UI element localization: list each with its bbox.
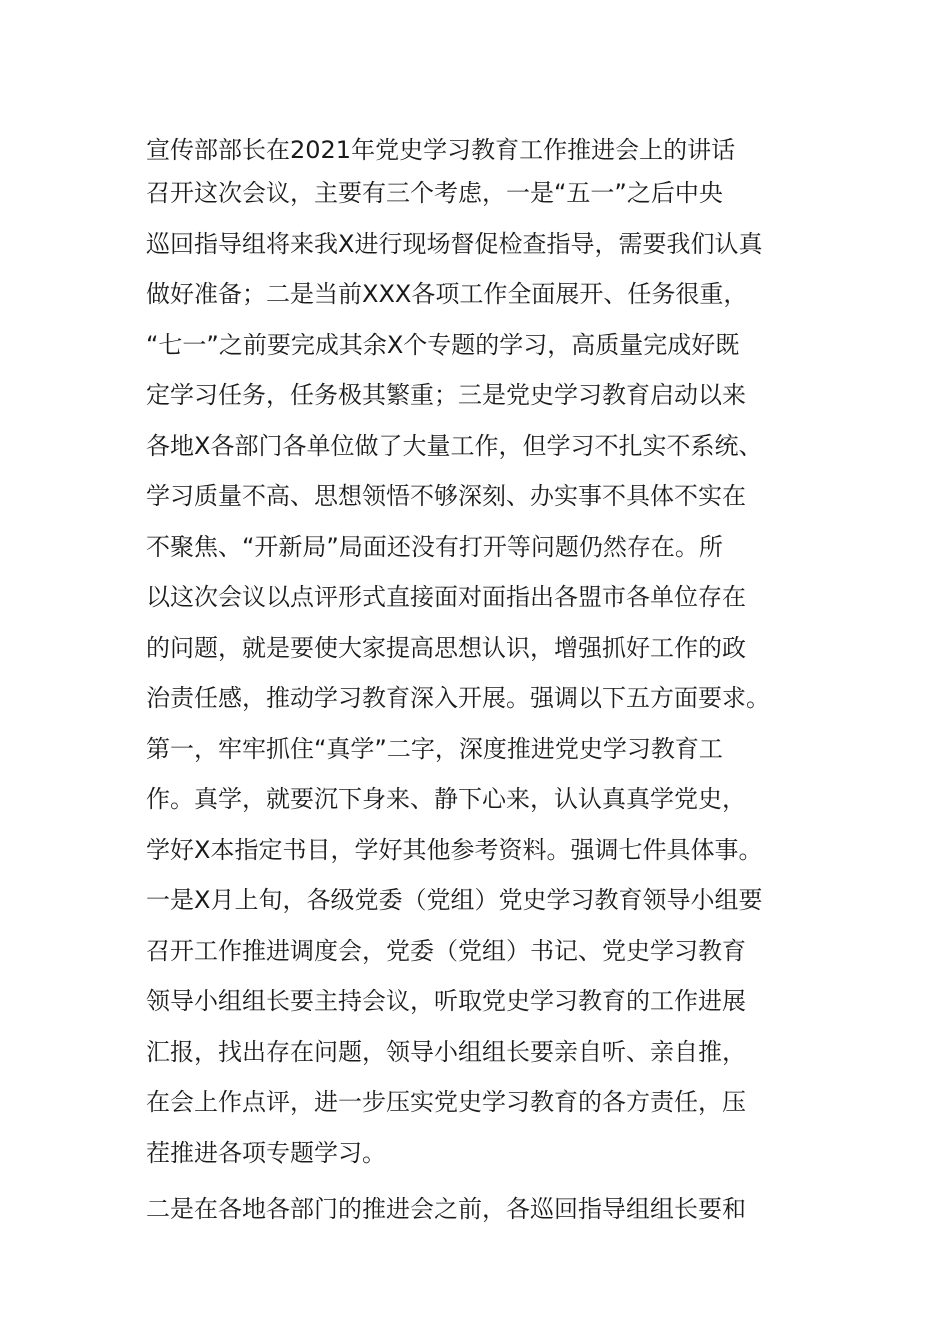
paragraph-opening <box>146 168 811 724</box>
text-line: 以这次会议以点评形式直接面对面指出各盟市各单位存在 <box>146 583 746 611</box>
text-line: 第一，牢牢抓住“真学”二字，深度推进党史学习教育工 <box>146 734 723 763</box>
text-line: 不聚焦、“开新局”局面还没有打开等问题仍然存在。所 <box>146 532 723 561</box>
text-line: 汇报，找出存在问题，领导小组组长要亲自听、亲自推， <box>146 1037 746 1066</box>
paragraph-item-two <box>146 1184 811 1235</box>
text-line: 召开这次会议，主要有三个考虑，一是“五一”之后中央 <box>146 179 723 207</box>
text-line: 治责任感，推动学习教育深入开展。强调以下五方面要求。 <box>146 684 770 712</box>
paragraph-first-requirement <box>146 724 811 876</box>
text-line: 茬推进各项专题学习。 <box>146 1138 386 1167</box>
text-line: 的问题，就是要使大家提高思想认识，增强抓好工作的政 <box>146 633 746 662</box>
document-body <box>146 132 811 1235</box>
paragraph-item-one <box>146 875 811 1178</box>
text-line: 巡回指导组将来我X进行现场督促检查指导，需要我们认真 <box>146 229 763 258</box>
text-line: 领导小组组长要主持会议，听取党史学习教育的工作进展 <box>146 987 746 1015</box>
text-line: 召开工作推进调度会，党委（党组）书记、党史学习教育 <box>146 936 746 965</box>
text-line: 各地X各部门各单位做了大量工作，但学习不扎实不系统、 <box>146 431 763 460</box>
text-line: 学习质量不高、思想领悟不够深刻、办实事不具体不实在 <box>146 482 746 510</box>
text-line: 定学习任务，任务极其繁重；三是党史学习教育启动以来 <box>146 381 746 409</box>
text-line: 二是在各地各部门的推进会之前，各巡回指导组组长要和 <box>146 1195 746 1223</box>
text-line: 一是X月上旬，各级党委（党组）党史学习教育领导小组要 <box>146 886 763 914</box>
text-line: 作。真学，就要沉下身来、静下心来，认认真真学党史， <box>146 785 746 813</box>
text-line: 做好准备；二是当前XXX各项工作全面展开、任务很重， <box>146 280 748 308</box>
document-title: 宣传部部长在2021年党史学习教育工作推进会上的讲话 <box>146 136 736 164</box>
text-line: “七一”之前要完成其余X个专题的学习，高质量完成好既 <box>146 330 740 359</box>
text-line: 在会上作点评，进一步压实党史学习教育的各方责任，压 <box>146 1088 746 1116</box>
text-line: 学好X本指定书目，学好其他参考资料。强调七件具体事。 <box>146 835 763 864</box>
